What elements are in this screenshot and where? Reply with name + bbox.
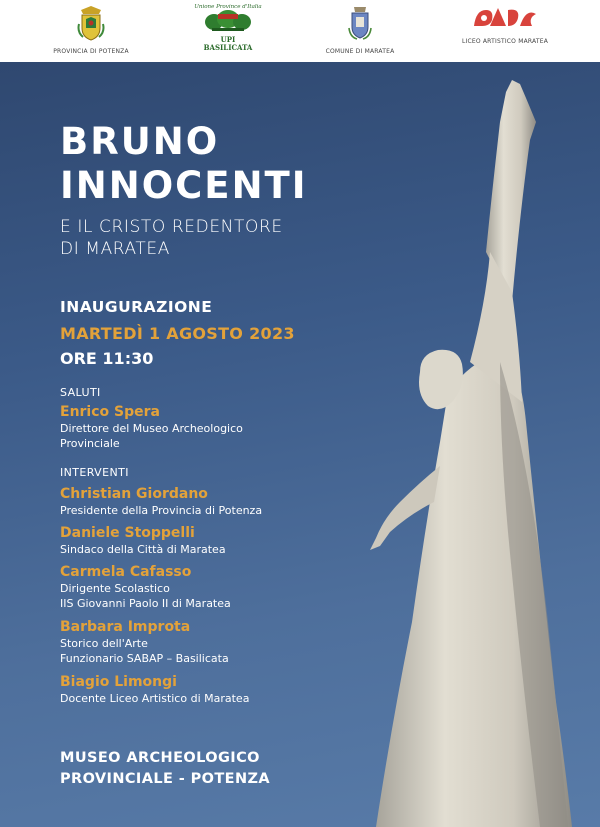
speaker-role: IIS Giovanni Paolo II di Maratea [60,597,231,610]
speaker-role: Provinciale [60,437,120,450]
logo-header [0,0,600,62]
coat-of-arms-icon [77,4,105,42]
speaker-name: Barbara Improta [60,619,191,635]
speaker-role: Storico dell'Arte [60,637,148,650]
event-time: ORE 11:30 [60,349,154,368]
speaker-block [60,524,380,557]
saluti-label: SALUTI [60,386,101,399]
logo-upi-basilicata [173,4,283,52]
speaker-name: Enrico Spera [60,404,160,420]
logo-top-text: Unione Province d'Italia [194,4,262,10]
title [60,120,308,208]
event-date: MARTEDÌ 1 AGOSTO 2023 [60,324,295,343]
logo-caption-line1: UPI [220,35,236,44]
speaker-block [60,485,380,518]
venue-line2: PROVINCIALE - POTENZA [60,771,271,787]
subtitle-line2: DI MARATEA [60,239,170,259]
title-line2: INNOCENTI [60,164,308,207]
speaker-role: Sindaco della Città di Maratea [60,543,226,556]
speaker-role: Dirigente Scolastico [60,582,170,595]
speaker-role: Docente Liceo Artistico di Maratea [60,692,250,705]
logo-provincia-potenza [36,4,146,55]
speaker-block [60,563,380,611]
venue-line1: MUSEO ARCHEOLOGICO [60,750,260,766]
subtitle-line1: E IL CRISTO REDENTORE [60,217,283,237]
event-label: INAUGURAZIONE [60,298,213,316]
speaker-role: Funzionario SABAP – Basilicata [60,652,229,665]
interventi-label: INTERVENTI [60,466,129,479]
crest-icon [347,4,373,42]
speaker-block [60,403,380,451]
logo-caption: COMUNE DI MARATEA [325,48,395,55]
speaker-name: Christian Giordano [60,486,208,502]
logo-liceo-artistico [450,4,560,45]
tree-cluster-icon [204,10,252,32]
logo-caption-line2: BASILICATA [203,43,253,52]
speaker-name: Daniele Stoppelli [60,525,195,541]
speaker-role: Direttore del Museo Archeologico [60,422,243,435]
logo-caption: LICEO ARTISTICO MARATEA [461,38,549,45]
poster-background [0,62,600,827]
speaker-name: Biagio Limongi [60,674,177,690]
logo-caption: PROVINCIA DI POTENZA [53,48,129,55]
logo-comune-maratea [305,4,415,55]
subtitle [60,216,283,260]
speaker-name: Carmela Cafasso [60,564,192,580]
liceo-brand-mark-icon [470,4,540,32]
title-line1: BRUNO [60,120,220,163]
speaker-role: Presidente della Provincia di Potenza [60,504,263,517]
speaker-block [60,618,380,666]
speaker-block [60,673,380,706]
venue [60,748,270,790]
